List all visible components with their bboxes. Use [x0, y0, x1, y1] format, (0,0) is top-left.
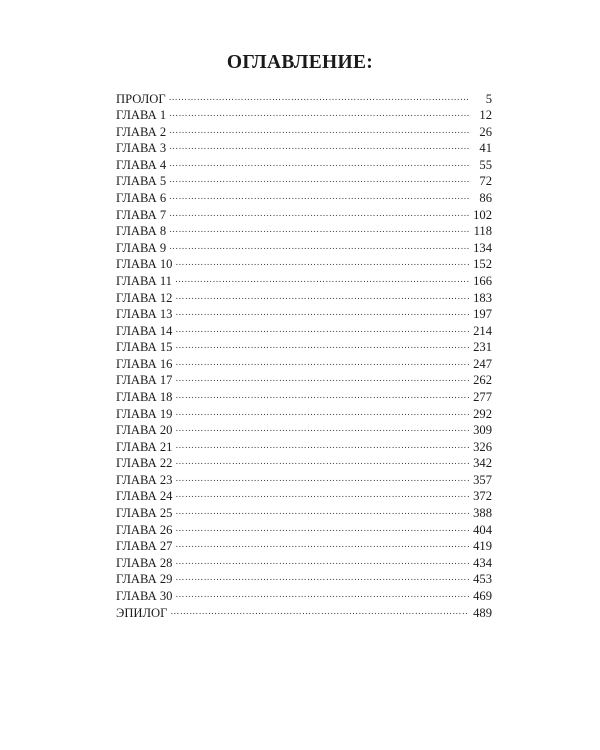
toc-entry-page-number: 419 — [473, 539, 492, 554]
toc-dot-leader — [175, 368, 469, 385]
toc-entry-label: ГЛАВА 30 — [116, 588, 173, 603]
toc-entry-page-number: 134 — [473, 240, 492, 255]
toc-entry-page-number: 453 — [473, 572, 492, 587]
toc-dot-leader — [169, 202, 469, 219]
toc-entry — [116, 202, 492, 222]
toc-entry-label: ГЛАВА 5 — [116, 174, 167, 189]
toc-entry-page-number: 41 — [479, 141, 492, 156]
toc-dot-leader — [175, 384, 469, 401]
toc-entry — [116, 169, 492, 189]
toc-entry-label: ГЛАВА 29 — [116, 572, 173, 587]
toc-entry-label: ГЛАВА 27 — [116, 539, 173, 554]
toc-dot-leader — [175, 567, 469, 584]
toc-entry-page-number: 292 — [473, 406, 492, 421]
toc-entry-page-number: 357 — [473, 472, 492, 487]
toc-entry-page-number: 86 — [479, 191, 492, 206]
toc-dot-leader — [175, 351, 469, 368]
toc-title: ОГЛАВЛЕНИЕ: — [226, 52, 374, 73]
toc-entry — [116, 103, 492, 123]
toc-entry-label: ГЛАВА 18 — [116, 389, 173, 404]
toc-entry-label: ГЛАВА 15 — [116, 340, 173, 355]
toc-entry-page-number: 55 — [479, 157, 492, 172]
toc-entry — [116, 252, 492, 272]
toc-entry-page-number: 183 — [473, 290, 492, 305]
table-of-contents — [116, 86, 492, 620]
toc-entry-page-number: 247 — [473, 356, 492, 371]
toc-entry-page-number: 326 — [473, 439, 492, 454]
toc-entry-page-number: 102 — [473, 207, 492, 222]
toc-entry-page-number: 434 — [473, 555, 492, 570]
toc-entry-label: ГЛАВА 1 — [116, 108, 167, 123]
toc-dot-leader — [175, 252, 469, 269]
toc-entry-label: ЭПИЛОГ — [116, 605, 168, 620]
toc-entry-label: ГЛАВА 6 — [116, 191, 167, 206]
toc-entry-page-number: 342 — [473, 456, 492, 471]
toc-dot-leader — [175, 318, 469, 335]
toc-entry-label: ГЛАВА 13 — [116, 307, 173, 322]
toc-entry-page-number: 26 — [479, 124, 492, 139]
toc-entry-page-number: 231 — [473, 340, 492, 355]
toc-entry — [116, 185, 492, 206]
toc-dot-leader — [169, 136, 470, 153]
toc-dot-leader — [175, 268, 469, 285]
toc-entry-label: ГЛАВА 3 — [116, 141, 167, 156]
toc-entry-page-number: 152 — [473, 257, 492, 272]
toc-entry-label: ГЛАВА 26 — [116, 522, 173, 537]
toc-entry-label: ГЛАВА 2 — [116, 124, 167, 139]
toc-entry-label: ГЛАВА 9 — [116, 240, 167, 255]
toc-dot-leader — [169, 103, 470, 120]
toc-entry-page-number: 388 — [473, 506, 492, 521]
toc-entry-page-number: 262 — [473, 373, 492, 388]
toc-dot-leader — [169, 86, 470, 103]
toc-entry-page-number: 404 — [473, 522, 492, 537]
toc-dot-leader — [175, 484, 469, 501]
toc-entry-label: ГЛАВА 16 — [116, 356, 173, 371]
toc-entry-label: ГЛАВА 10 — [116, 257, 173, 272]
toc-entry-label: ГЛАВА 28 — [116, 555, 173, 570]
toc-entry-label: ГЛАВА 14 — [116, 323, 173, 338]
toc-entry-label: ГЛАВА 19 — [116, 406, 173, 421]
toc-dot-leader — [175, 434, 469, 451]
toc-dot-leader — [175, 517, 469, 534]
toc-dot-leader — [175, 550, 469, 567]
toc-entry-label: ГЛАВА 22 — [116, 456, 173, 471]
toc-dot-leader — [169, 169, 470, 186]
toc-entry-page-number: 372 — [473, 489, 492, 504]
toc-dot-leader — [175, 285, 469, 302]
toc-entry-page-number: 166 — [473, 273, 492, 288]
toc-entry-page-number: 118 — [473, 224, 492, 239]
toc-dot-leader — [175, 302, 469, 319]
toc-dot-leader — [170, 600, 469, 617]
toc-entry-page-number: 12 — [479, 108, 492, 123]
toc-entry-page-number: 197 — [473, 307, 492, 322]
toc-dot-leader — [175, 500, 469, 517]
toc-entry-label: ГЛАВА 8 — [116, 224, 167, 239]
toc-entry-label: ГЛАВА 17 — [116, 373, 173, 388]
toc-entry — [116, 152, 492, 172]
toc-dot-leader — [175, 583, 469, 600]
toc-entry — [116, 600, 492, 620]
toc-entry-page-number: 72 — [479, 174, 492, 189]
toc-entry-label: ГЛАВА 7 — [116, 207, 167, 222]
toc-entry-label: ГЛАВА 12 — [116, 290, 173, 305]
toc-entry-label: ГЛАВА 21 — [116, 439, 173, 454]
toc-dot-leader — [169, 185, 470, 202]
toc-entry — [116, 119, 492, 139]
toc-dot-leader — [169, 119, 470, 136]
toc-entry-label: ГЛАВА 11 — [116, 273, 172, 288]
toc-entry-page-number: 5 — [485, 91, 492, 106]
toc-dot-leader — [169, 235, 469, 252]
toc-entry-page-number: 489 — [473, 605, 492, 620]
toc-dot-leader — [169, 219, 469, 236]
toc-entry-page-number: 469 — [473, 588, 492, 603]
toc-entry-label: ГЛАВА 23 — [116, 472, 173, 487]
toc-entry-page-number: 309 — [473, 423, 492, 438]
toc-entry-page-number: 214 — [473, 323, 492, 338]
toc-entry-label: ГЛАВА 24 — [116, 489, 173, 504]
toc-dot-leader — [175, 401, 469, 418]
toc-dot-leader — [175, 451, 469, 468]
toc-dot-leader — [175, 335, 469, 352]
toc-entry-label: ПРОЛОГ — [116, 91, 166, 106]
toc-entry-page-number: 277 — [473, 389, 492, 404]
toc-entry-label: ГЛАВА 25 — [116, 506, 173, 521]
toc-entry — [116, 235, 492, 255]
toc-dot-leader — [175, 418, 469, 435]
toc-entry — [116, 86, 492, 106]
toc-entry-label: ГЛАВА 20 — [116, 423, 173, 438]
toc-dot-leader — [175, 534, 469, 551]
toc-entry — [116, 219, 492, 239]
toc-entry — [116, 136, 492, 156]
toc-dot-leader — [169, 152, 470, 169]
toc-dot-leader — [175, 467, 469, 484]
toc-entry-label: ГЛАВА 4 — [116, 157, 167, 172]
